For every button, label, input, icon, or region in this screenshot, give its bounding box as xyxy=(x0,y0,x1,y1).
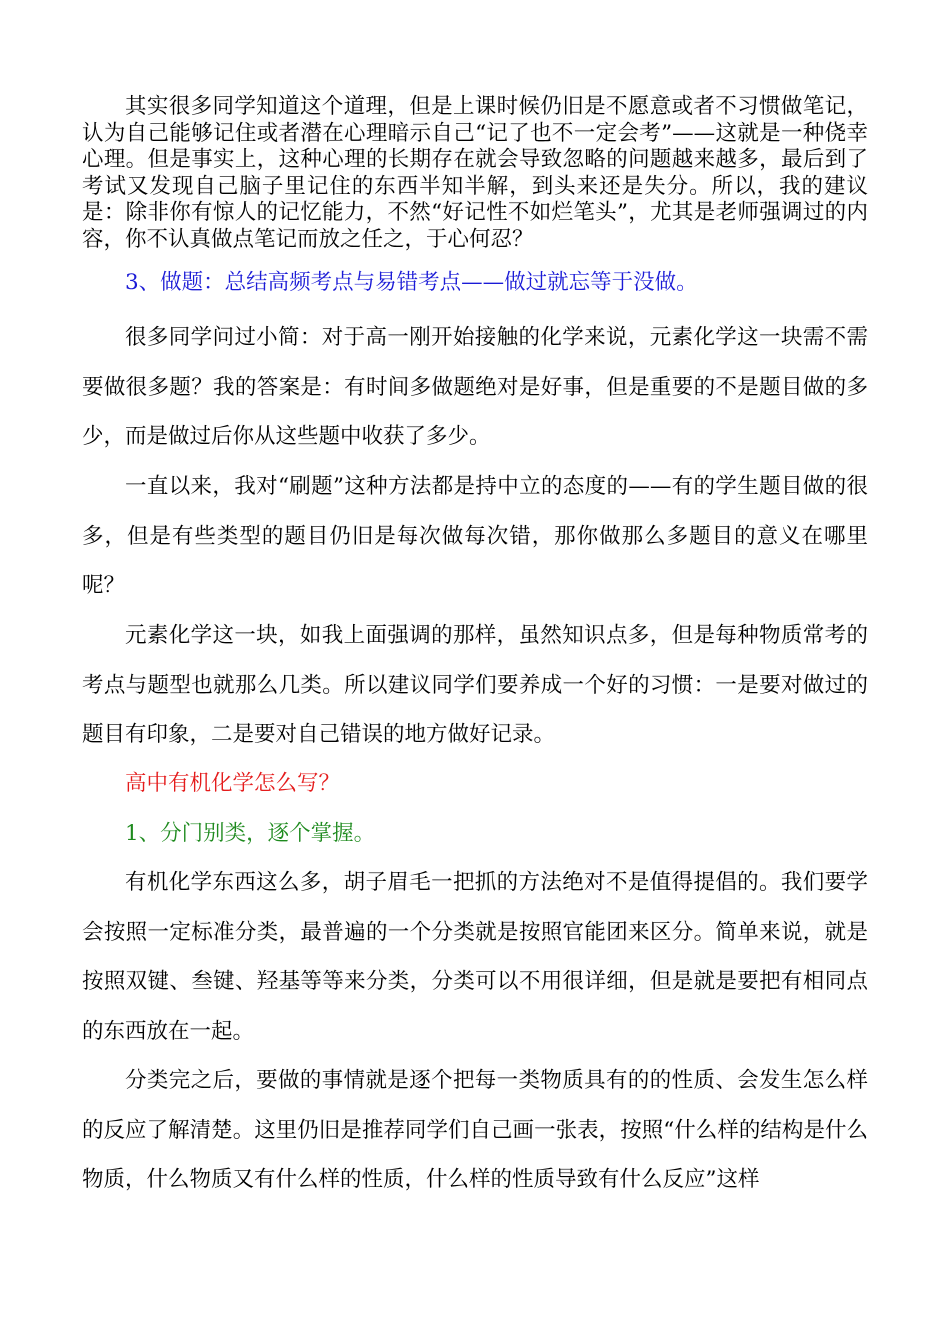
heading-classify: 1、分门别类，逐个掌握。 xyxy=(125,821,376,846)
paragraph-how-many-problems: 很多同学问过小简：对于高一刚开始接触的化学来说，元素化学这一块需不需要做很多题？我的答案是：有时间多做题绝对是好事，但是重要的不是题目做的多少，而是做过后你从这些题中收获了多少。 xyxy=(82,325,868,450)
heading-organic-chemistry: 高中有机化学怎么写？ xyxy=(125,771,341,796)
paragraph-notes-advice: 其实很多同学知道这个道理，但是上课时候仍旧是不愿意或者不习惯做笔记，认为自己能够记住或者潜在心理暗示自己“记了也不一定会考”——这就是一种侥幸心理。但是事实上，这种心理的长期存在就会导致忽略的问题越来越多，最后到了考试又发现自己脑子里记住的东西半知半解，到头来还是失分。所以，我的建议是：除非你有惊人的记忆能力，不然“好记性不如烂笔头”，尤其是老师强调过的内容，你不认真做点笔记而放之任之，于心何忍？ xyxy=(82,94,868,252)
heading-practice-problems: 3、做题：总结高频考点与易错考点——做过就忘等于没做。 xyxy=(125,270,698,295)
paragraph-drilling-attitude: 一直以来，我对“刷题”这种方法都是持中立的态度的——有的学生题目做的很多，但是有些类型的题目仍旧是每次做每次错，那你做那么多题目的意义在哪里呢？ xyxy=(82,474,868,599)
paragraph-properties-table: 分类完之后，要做的事情就是逐个把每一类物质具有的的性质、会发生怎么样的反应了解清楚。这里仍旧是推荐同学们自己画一张表，按照“什么样的结构是什么物质，什么物质又有什么样的性质，什么样的性质导致有什么反应”这样 xyxy=(82,1068,868,1193)
paragraph-element-chemistry: 元素化学这一块，如我上面强调的那样，虽然知识点多，但是每种物质常考的考点与题型也就那么几类。所以建议同学们要养成一个好的习惯：一是要对做过的题目有印象，二是要对自己错误的地方做好记录。 xyxy=(82,623,868,748)
paragraph-classification: 有机化学东西这么多，胡子眉毛一把抓的方法绝对不是值得提倡的。我们要学会按照一定标准分类，最普遍的一个分类就是按照官能团来区分。简单来说，就是按照双键、叁键、羟基等等来分类，分类可以不用很详细，但是就是要把有相同点的东西放在一起。 xyxy=(82,870,868,1045)
